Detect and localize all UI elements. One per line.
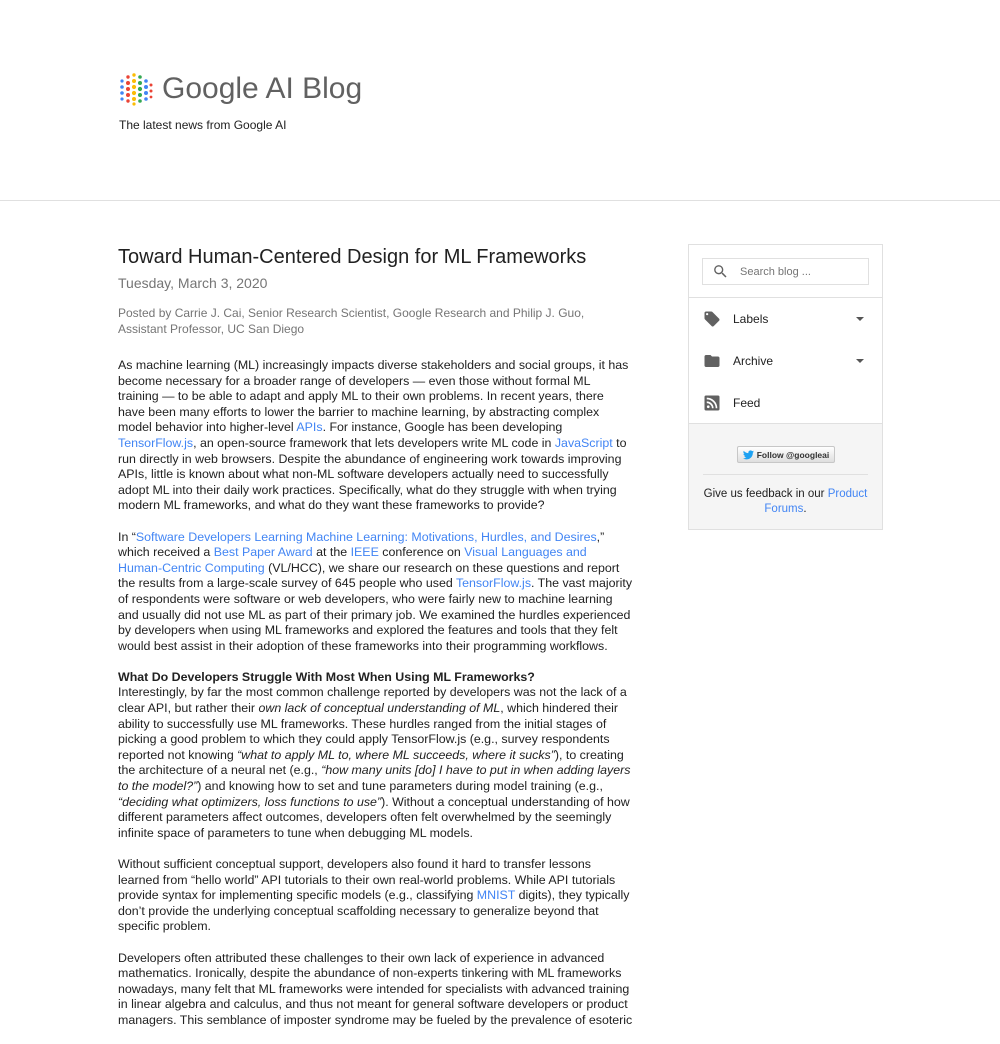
sidebar-item-label: Feed: [733, 396, 761, 410]
search-icon[interactable]: [712, 263, 729, 280]
sidebar-item-archive[interactable]: [689, 341, 882, 381]
text-span: ) and knowing how to set and tune parameters during model training (e.g.,: [197, 779, 603, 794]
text-span: Without sufficient conceptual support, developers also found it hard to transfer lessons learned from “hello world” API tutorials to their own real-world problems. While API tutorials provide syntax for implementing specific models (e.g., classifying: [118, 857, 616, 903]
twitter-bird-icon: [743, 450, 754, 460]
link-javascript[interactable]: JavaScript: [554, 435, 613, 450]
text-span: . The vast majority of respondents were software or web developers, who were fairly new to machine learning and usually did not use ML as part of their primary job. We examined the hurdles experienced by developers when using ML frameworks and explored the features and tools that they felt would best assist in their adoption of these frameworks into their programming workflows.: [118, 576, 633, 653]
post-title[interactable]: Toward Human-Centered Design for ML Frameworks: [118, 246, 587, 268]
quote-text: “deciding what optimizers, loss functions to use”: [118, 794, 382, 809]
link-paper[interactable]: Software Developers Learning Machine Learning: Motivations, Hurdles, and Desires: [135, 529, 597, 544]
sidebar-menu: [689, 245, 882, 424]
paragraph-intro: [118, 358, 634, 514]
text-span: at the: [312, 545, 351, 560]
text-span: ,” which received a: [118, 529, 605, 560]
text-span: digits), they typically don’t provide the underlying conceptual scaffolding necessary to generalize beyond that specific problem.: [118, 888, 630, 934]
blog-header: [0, 0, 1000, 201]
post-date: Tuesday, March 3, 2020: [118, 275, 268, 291]
link-ieee[interactable]: IEEE: [350, 545, 379, 560]
link-tensorflowjs[interactable]: TensorFlow.js: [118, 435, 194, 450]
sidebar-item-labels[interactable]: [689, 299, 882, 339]
text-span: conference on: [378, 545, 465, 560]
link-apis[interactable]: APIs: [296, 420, 323, 435]
text-span: Give us feedback in our: [703, 488, 828, 500]
paragraph-math: [118, 951, 634, 1029]
blog-wordmark: [162, 72, 362, 106]
link-vlhcc[interactable]: Visual Languages and Human-Centric Computing: [118, 545, 587, 575]
emphasis-text: own lack of conceptual understanding of ML: [258, 701, 501, 716]
link-mnist[interactable]: MNIST: [476, 888, 516, 903]
label-tag-icon: [703, 310, 721, 328]
post-body: [118, 358, 634, 1029]
link-tensorflowjs[interactable]: TensorFlow.js: [455, 576, 532, 591]
text-span: .: [803, 503, 807, 515]
text-span: Interestingly, by far the most common challenge reported by developers was not the lack of a clear API, but rather their: [118, 685, 627, 716]
quote-text: “how many units [do] I have to put in when adding layers to the model?”: [118, 763, 631, 794]
google-ai-dots-icon: [118, 71, 154, 107]
text-span: , an open-source framework that lets developers write ML code in: [193, 435, 555, 450]
wordmark-google: Google: [162, 72, 259, 105]
sidebar: [688, 244, 883, 530]
quote-text: “what to apply ML to, where ML succeeds, where it sucks”: [237, 747, 555, 762]
folder-icon: [703, 352, 721, 370]
text-span: . For instance, Google has been developing: [322, 420, 563, 435]
blog-logo[interactable]: [118, 68, 362, 110]
blog-post: [118, 243, 634, 1044]
follow-label: Follow @googleai: [756, 449, 830, 460]
sidebar-item-feed[interactable]: [689, 383, 882, 423]
twitter-follow-button[interactable]: [737, 446, 835, 463]
rss-feed-icon: [703, 394, 721, 412]
text-span: In “: [118, 529, 136, 544]
text-span: Developers often attributed these challenges to their own lack of experience in advanced mathematics. Ironically, despite the abundance of non-experts tinkering with ML frameworks nowadays, many felt that ML frameworks were intended for specialists with advanced training in linear algebra and calculus, and thus not meant for general software developers or product managers. This semblance of imposter syndrome may be fueled by the prevalence of esoteric: [118, 950, 633, 1027]
text-span: ). Without a conceptual understanding of how different parameters affect outcomes, developers often felt overwhelmed by the seemingly infinite space of parameters to tune when debugging ML models.: [118, 794, 630, 840]
chevron-down-icon[interactable]: [856, 359, 864, 363]
link-best-paper-award[interactable]: Best Paper Award: [213, 545, 313, 560]
post-byline: Posted by Carrie J. Cai, Senior Research Scientist, Google Research and Philip J. Guo, Assistant Professor, UC San Diego: [118, 306, 585, 336]
search-input[interactable]: [738, 265, 862, 279]
blog-tagline: The latest news from Google AI: [119, 118, 287, 132]
divider: [689, 297, 882, 298]
search-box[interactable]: [702, 258, 869, 285]
feedback-text: [701, 487, 870, 517]
text-span: ), to creating the architecture of a neural net (e.g.,: [118, 747, 624, 778]
section-heading: What Do Developers Struggle With Most When Using ML Frameworks?: [118, 669, 535, 684]
text-span: As machine learning (ML) increasingly impacts diverse stakeholders and social groups, it has become necessary for a broader range of developers — even those without formal ML training — to be able to adapt and apply ML to their own problems. In recent years, there have been many efforts to lower the barrier to machine learning, by abstracting complex model behavior into higher-level: [118, 358, 629, 435]
sidebar-item-label: Archive: [733, 354, 774, 368]
text-span: , which hindered their ability to successfully use ML frameworks. These hurdles ranged from the initial stages of picking a good problem to which they could apply TensorFlow.js (e.g., survey respondents reported not knowing: [118, 701, 619, 762]
link-product-forums[interactable]: Product Forums: [764, 488, 868, 515]
paragraph-conceptual: [118, 857, 634, 935]
text-span: (VL/HCC), we share our research on these questions and report the results from a large-scale survey of 645 people who used: [118, 560, 620, 591]
text-span: to run directly in web browsers. Despite the abundance of engineering work towards improving APIs, little is known about what non-ML software developers actually need to successfully adopt ML into their daily work practices. Specifically, what do they struggle with when trying modern ML frameworks, and what do they want these frameworks to provide?: [118, 435, 627, 513]
wordmark-product: AI Blog: [265, 72, 363, 105]
divider: [703, 474, 868, 475]
chevron-down-icon[interactable]: [856, 317, 864, 321]
sidebar-item-label: Labels: [733, 312, 769, 326]
paragraph-struggles: [118, 670, 634, 842]
paragraph-paper: [118, 530, 634, 655]
